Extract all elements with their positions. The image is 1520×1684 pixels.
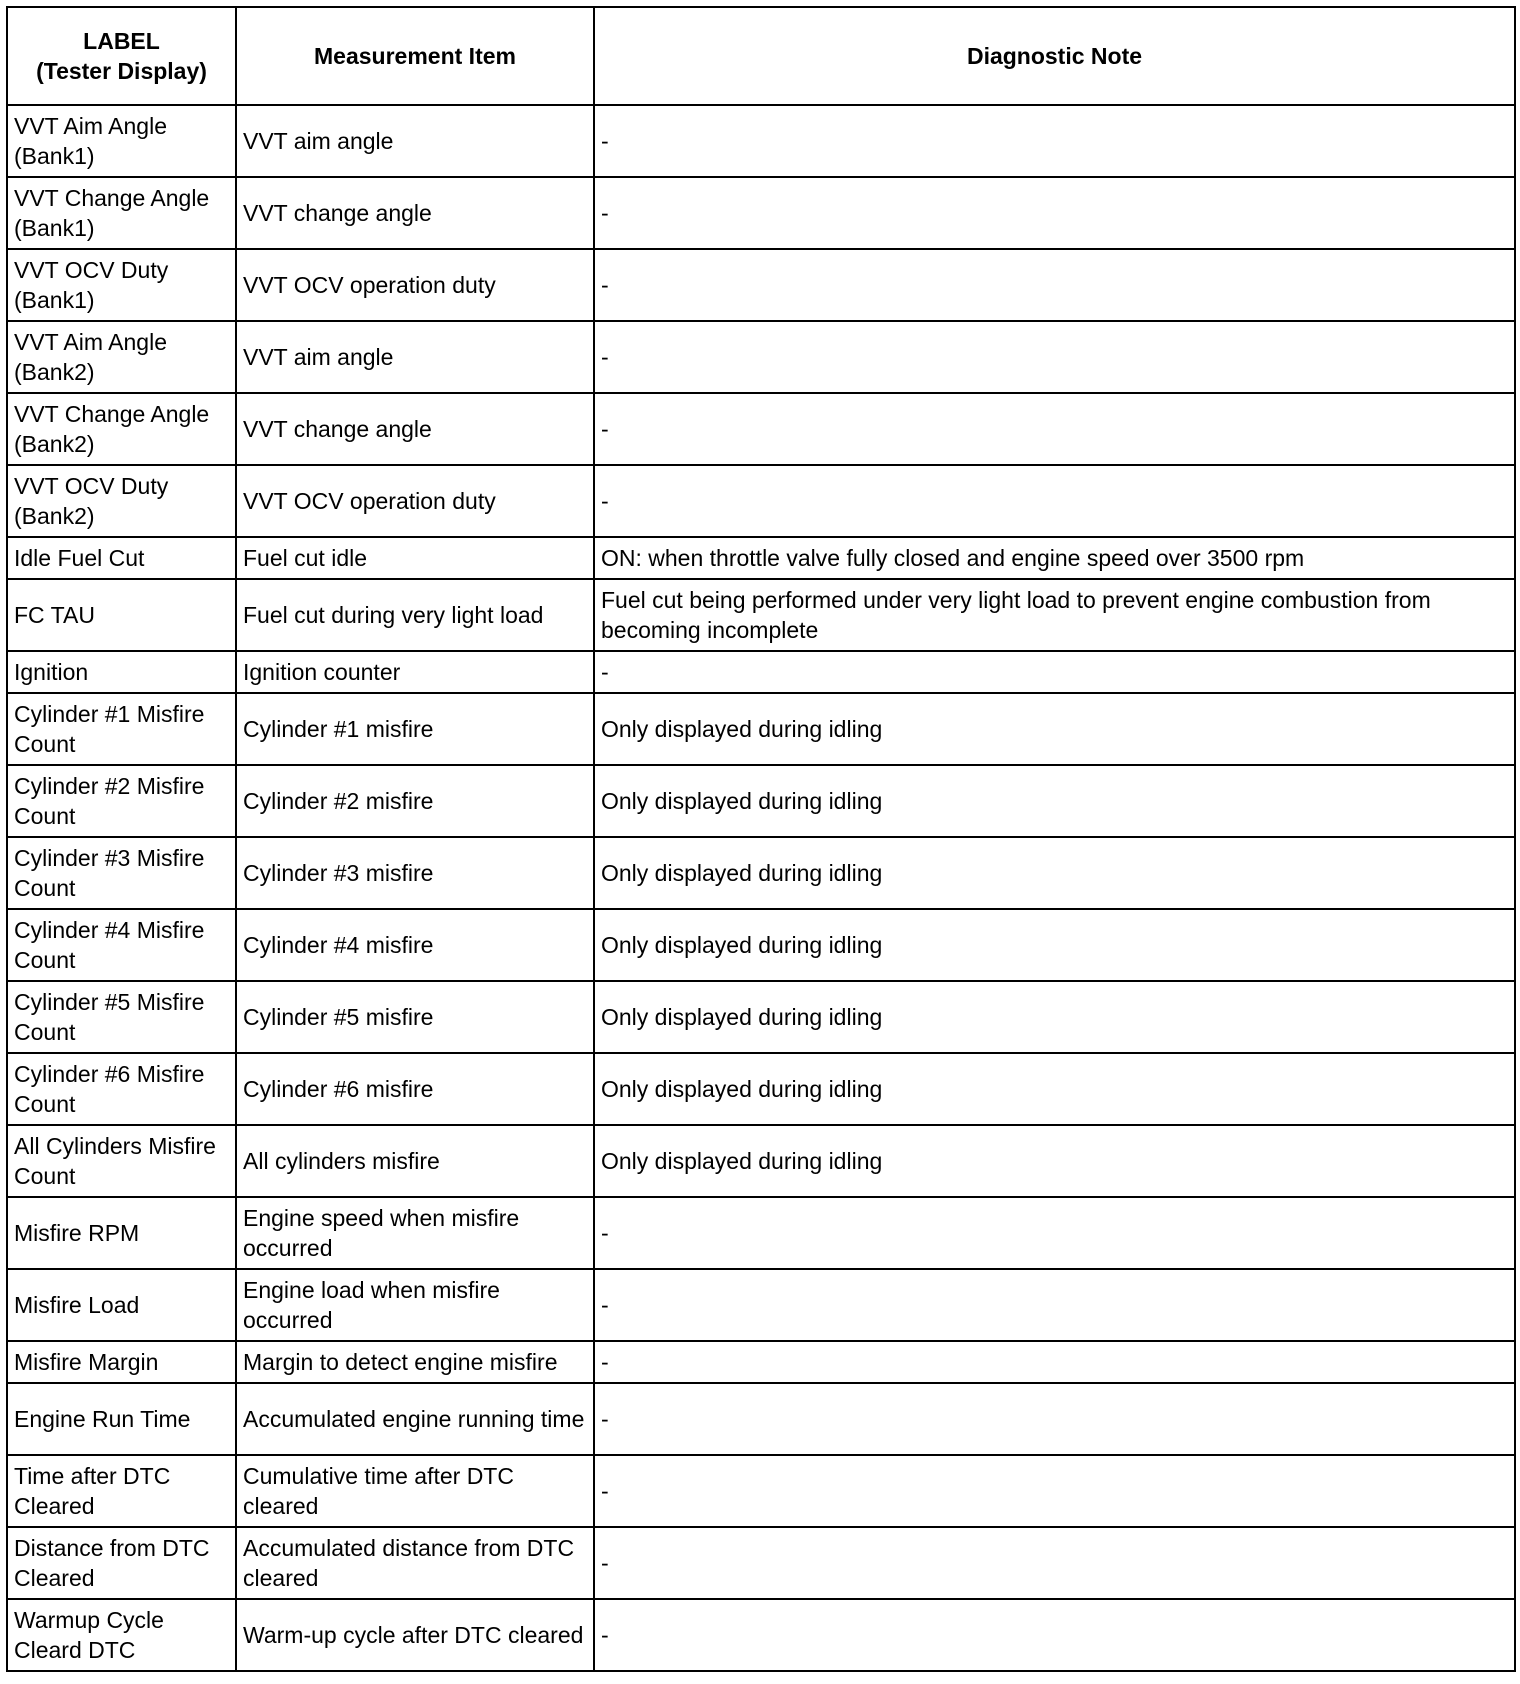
table-row [7, 177, 1515, 249]
cell-label: Cylinder #1 Misfire Count [7, 693, 236, 765]
cell-measurement: Cylinder #4 misfire [236, 909, 594, 981]
table-row [7, 1383, 1515, 1455]
cell-note: Only displayed during idling [594, 909, 1515, 981]
cell-note: - [594, 105, 1515, 177]
cell-label: Misfire Margin [7, 1341, 236, 1383]
header-label-line1: LABEL [83, 28, 160, 54]
table-row [7, 1527, 1515, 1599]
cell-note: ON: when throttle valve fully closed and engine speed over 3500 rpm [594, 537, 1515, 579]
cell-measurement: VVT OCV operation duty [236, 249, 594, 321]
cell-note: Only displayed during idling [594, 1125, 1515, 1197]
cell-note: Only displayed during idling [594, 981, 1515, 1053]
cell-measurement: All cylinders misfire [236, 1125, 594, 1197]
cell-measurement: Engine load when misfire occurred [236, 1269, 594, 1341]
cell-note: - [594, 177, 1515, 249]
cell-measurement: VVT change angle [236, 393, 594, 465]
cell-label: FC TAU [7, 579, 236, 651]
cell-measurement: Warm-up cycle after DTC cleared [236, 1599, 594, 1671]
cell-measurement: Cylinder #5 misfire [236, 981, 594, 1053]
cell-note: - [594, 1269, 1515, 1341]
cell-note: - [594, 465, 1515, 537]
cell-note: - [594, 1455, 1515, 1527]
cell-label: Cylinder #4 Misfire Count [7, 909, 236, 981]
table-row [7, 1341, 1515, 1383]
cell-note: Only displayed during idling [594, 837, 1515, 909]
cell-note: Fuel cut being performed under very light load to prevent engine combustion from becoming incomplete [594, 579, 1515, 651]
cell-note: Only displayed during idling [594, 765, 1515, 837]
cell-label: Distance from DTC Cleared [7, 1527, 236, 1599]
header-label [7, 7, 236, 105]
cell-label: Time after DTC Cleared [7, 1455, 236, 1527]
cell-note: - [594, 651, 1515, 693]
cell-measurement: VVT aim angle [236, 105, 594, 177]
cell-note: - [594, 1383, 1515, 1455]
cell-label: VVT OCV Duty (Bank1) [7, 249, 236, 321]
cell-label: Misfire RPM [7, 1197, 236, 1269]
cell-measurement: Margin to detect engine misfire [236, 1341, 594, 1383]
cell-measurement: Cylinder #1 misfire [236, 693, 594, 765]
table-row [7, 837, 1515, 909]
cell-measurement: Accumulated distance from DTC cleared [236, 1527, 594, 1599]
table-row [7, 693, 1515, 765]
cell-note: - [594, 393, 1515, 465]
cell-label: VVT Change Angle (Bank1) [7, 177, 236, 249]
cell-note: - [594, 249, 1515, 321]
table-row [7, 765, 1515, 837]
header-measurement: Measurement Item [236, 7, 594, 105]
table-row [7, 537, 1515, 579]
table-row [7, 1125, 1515, 1197]
header-row [7, 7, 1515, 105]
table-row [7, 579, 1515, 651]
cell-label: Cylinder #5 Misfire Count [7, 981, 236, 1053]
cell-label: VVT OCV Duty (Bank2) [7, 465, 236, 537]
table-body [7, 105, 1515, 1671]
cell-note: Only displayed during idling [594, 1053, 1515, 1125]
table-row [7, 249, 1515, 321]
table-row [7, 465, 1515, 537]
cell-note: Only displayed during idling [594, 693, 1515, 765]
header-label-line2: (Tester Display) [36, 58, 207, 84]
cell-label: VVT Change Angle (Bank2) [7, 393, 236, 465]
table-row [7, 1599, 1515, 1671]
header-note: Diagnostic Note [594, 7, 1515, 105]
table-row [7, 651, 1515, 693]
cell-measurement: VVT OCV operation duty [236, 465, 594, 537]
cell-label: Misfire Load [7, 1269, 236, 1341]
table-header [7, 7, 1515, 105]
table-row [7, 1269, 1515, 1341]
table-row [7, 1053, 1515, 1125]
table-row [7, 1197, 1515, 1269]
cell-measurement: VVT change angle [236, 177, 594, 249]
table-row [7, 1455, 1515, 1527]
cell-label: VVT Aim Angle (Bank2) [7, 321, 236, 393]
cell-measurement: Fuel cut idle [236, 537, 594, 579]
cell-note: - [594, 321, 1515, 393]
cell-label: Idle Fuel Cut [7, 537, 236, 579]
cell-measurement: VVT aim angle [236, 321, 594, 393]
cell-label: VVT Aim Angle (Bank1) [7, 105, 236, 177]
cell-label: Cylinder #2 Misfire Count [7, 765, 236, 837]
table-row [7, 909, 1515, 981]
table-row [7, 393, 1515, 465]
diagnostic-data-table [6, 6, 1516, 1672]
table-row [7, 981, 1515, 1053]
cell-note: - [594, 1197, 1515, 1269]
cell-label: Engine Run Time [7, 1383, 236, 1455]
cell-measurement: Fuel cut during very light load [236, 579, 594, 651]
cell-label: Warmup Cycle Cleard DTC [7, 1599, 236, 1671]
cell-measurement: Cylinder #3 misfire [236, 837, 594, 909]
cell-label: Cylinder #3 Misfire Count [7, 837, 236, 909]
cell-note: - [594, 1527, 1515, 1599]
cell-measurement: Ignition counter [236, 651, 594, 693]
table-row [7, 321, 1515, 393]
cell-label: All Cylinders Misfire Count [7, 1125, 236, 1197]
cell-measurement: Engine speed when misfire occurred [236, 1197, 594, 1269]
cell-note: - [594, 1599, 1515, 1671]
cell-measurement: Cylinder #6 misfire [236, 1053, 594, 1125]
cell-label: Ignition [7, 651, 236, 693]
cell-note: - [594, 1341, 1515, 1383]
cell-measurement: Accumulated engine running time [236, 1383, 594, 1455]
cell-measurement: Cylinder #2 misfire [236, 765, 594, 837]
cell-measurement: Cumulative time after DTC cleared [236, 1455, 594, 1527]
cell-label: Cylinder #6 Misfire Count [7, 1053, 236, 1125]
table-row [7, 105, 1515, 177]
